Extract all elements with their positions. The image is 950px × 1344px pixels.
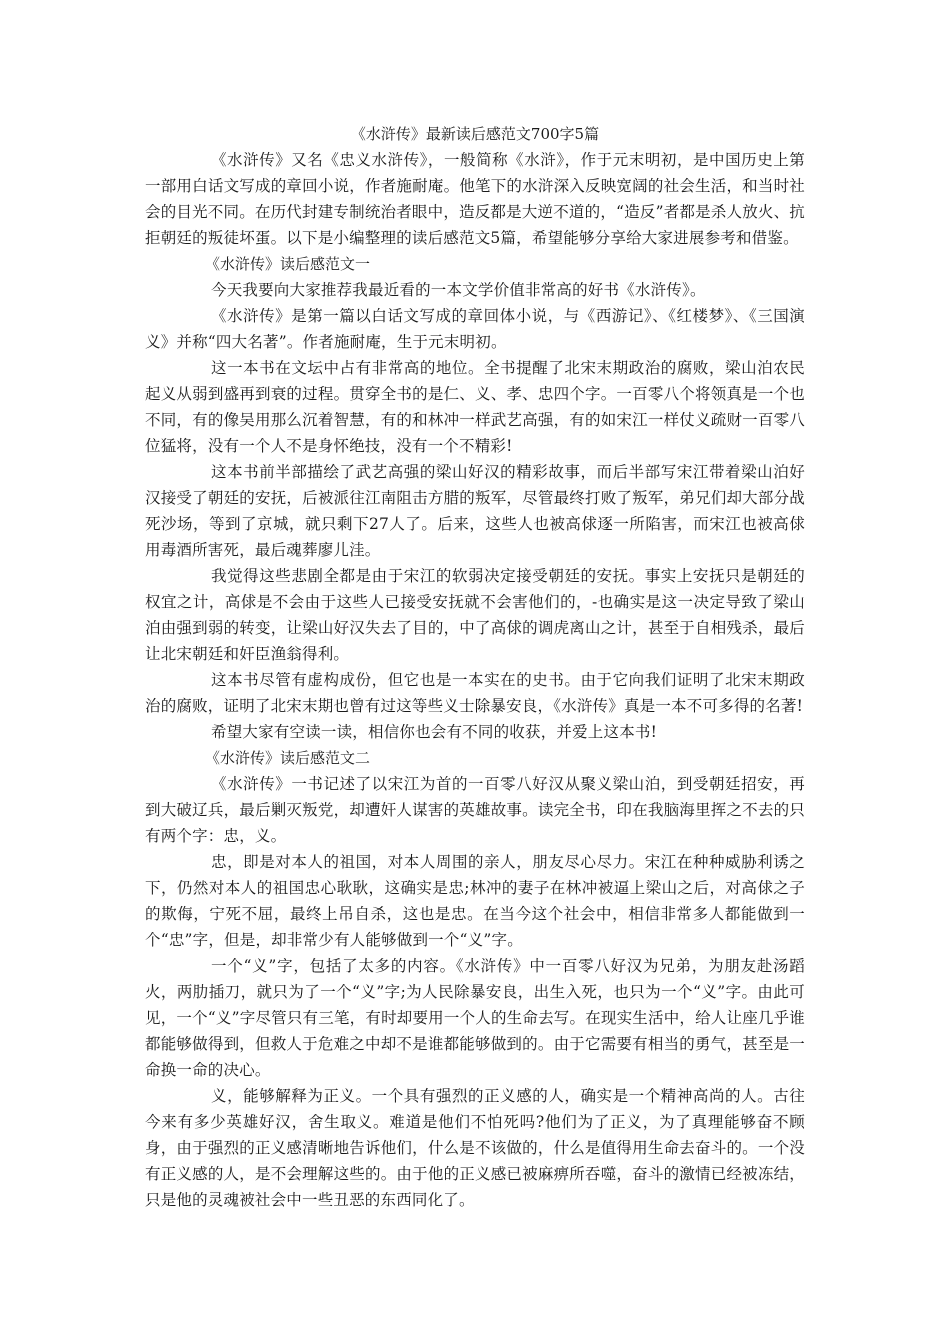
section1-paragraph-1: 今天我要向大家推荐我最近看的一本文学价值非常高的好书《水浒传》。 — [211, 281, 706, 299]
section1-paragraph-4: 这本书前半部描绘了武艺高强的梁山好汉的精彩故事，而后半部写宋江带着梁山泊好汉接受了朝廷的安抚，后被派往江南阻击方腊的叛军，尽管最终打败了叛军，弟兄们却大部分战死沙场，等到了京城，就只剩下27人了。后来，这些人也被高俅逐一所陷害，而宋江也被高俅用毒酒所害死，最后魂葬廖儿洼。 — [145, 463, 805, 559]
document-title: 《水浒传》最新读后感范文700字5篇 — [350, 125, 600, 143]
section1-paragraph-3: 这一本书在文坛中占有非常高的地位。全书提醒了北宋末期政治的腐败，梁山泊农民起义从弱到盛再到衰的过程。贯穿全书的是仁、义、孝、忠四个字。一百零八个将领真是一个也不同，有的像吴用那么沉着智慧，有的和林冲一样武艺高强，有的如宋江一样仗义疏财一百零八位猛将，没有一个人不是身怀绝技，没有一个不精彩! — [145, 359, 805, 455]
document-page — [145, 124, 805, 1213]
section-heading-1: 《水浒传》读后感范文一 — [205, 255, 371, 273]
section1-paragraph-5: 我觉得这些悲剧全都是由于宋江的软弱决定接受朝廷的安抚。事实上安抚只是朝廷的权宜之计，高俅是不会由于这些人已接受安抚就不会害他们的，-也确实是这一决定导致了梁山泊由强到弱的转变，让梁山好汉失去了目的，中了高俅的调虎离山之计，甚至于自相残杀，最后让北宋朝廷和奸臣渔翁得利。 — [145, 567, 805, 663]
section2-paragraph-3: 一个“义”字，包括了太多的内容。《水浒传》中一百零八好汉为兄弟，为朋友赴汤蹈火，两肋插刀，就只为了一个“义”字;为人民除暴安良，出生入死，也只为一个“义”字。由此可见，一个“义”字尽管只有三笔，有时却要用一个人的生命去写。在现实生活中，给人让座几乎谁都能够做得到，但救人于危难之中却不是谁都能够做到的。由于它需要有相当的勇气，甚至是一命换一命的决心。 — [145, 957, 805, 1079]
intro-paragraph: 《水浒传》又名《忠义水浒传》，一般简称《水浒》，作于元末明初，是中国历史上第一部用白话文写成的章回小说，作者施耐庵。他笔下的水浒深入反映宽阔的社会生活，和当时社会的目光不同。在历代封建专制统治者眼中，造反都是大逆不道的，“造反”者都是杀人放火、抗拒朝廷的叛徒坏蛋。以下是小编整理的读后感范文5篇，希望能够分享给大家进展参考和借鉴。 — [145, 151, 805, 247]
section1-paragraph-6: 这本书尽管有虚构成份，但它也是一本实在的史书。由于它向我们证明了北宋末期政治的腐败，证明了北宋末期也曾有过这等些义士除暴安良，《水浒传》真是一本不可多得的名著! — [145, 671, 805, 715]
section1-paragraph-7: 希望大家有空读一读，相信你也会有不同的收获，并爱上这本书! — [211, 723, 658, 741]
section2-paragraph-2: 忠，即是对本人的祖国，对本人周围的亲人，朋友尽心尽力。宋江在种种威胁利诱之下，仍然对本人的祖国忠心耿耿，这确实是忠;林冲的妻子在林冲被逼上梁山之后，对高俅之子的欺侮，宁死不屈，最终上吊自杀，这也是忠。在当今这个社会中，相信非常多人都能做到一个“忠”字，但是，却非常少有人能够做到一个“义”字。 — [145, 853, 805, 949]
section-heading-2: 《水浒传》读后感范文二 — [205, 749, 371, 767]
section1-paragraph-2: 《水浒传》是第一篇以白话文写成的章回体小说，与《西游记》、《红楼梦》、《三国演义》并称“四大名著”。作者施耐庵，生于元末明初。 — [145, 307, 805, 351]
section2-paragraph-1: 《水浒传》一书记述了以宋江为首的一百零八好汉从聚义梁山泊，到受朝廷招安，再到大破辽兵，最后剿灭叛党，却遭奸人谋害的英雄故事。读完全书，印在我脑海里挥之不去的只有两个字：忠，义。 — [145, 775, 805, 845]
section2-paragraph-4: 义，能够解释为正义。一个具有强烈的正义感的人，确实是一个精神高尚的人。古往今来有多少英雄好汉，舍生取义。难道是他们不怕死吗?他们为了正义，为了真理能够奋不顾身，由于强烈的正义感清晰地告诉他们，什么是不该做的，什么是值得用生命去奋斗的。一个没有正义感的人，是不会理解这些的。由于他的正义感已被麻痹所吞噬，奋斗的激情已经被冻结，只是他的灵魂被社会中一些丑恶的东西同化了。 — [145, 1087, 805, 1209]
